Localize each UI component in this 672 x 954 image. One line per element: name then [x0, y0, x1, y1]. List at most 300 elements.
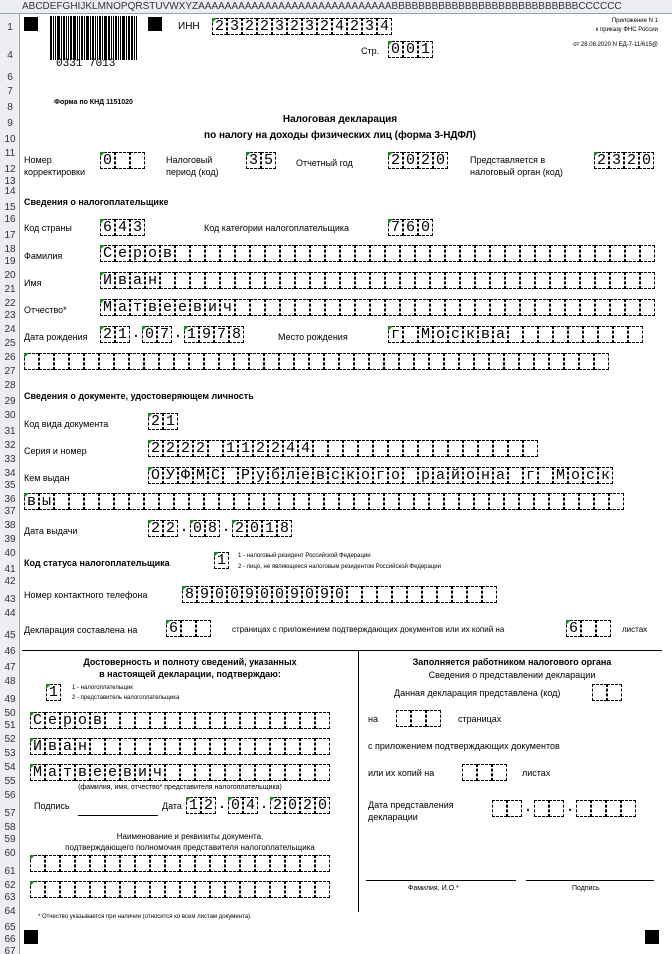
form-cell[interactable]: 2 — [287, 18, 302, 35]
form-cell[interactable] — [475, 272, 490, 289]
form-cell[interactable]: у — [253, 467, 268, 484]
year-cells[interactable] — [388, 152, 448, 169]
form-cell[interactable] — [594, 493, 609, 510]
form-cell[interactable]: 0 — [433, 152, 448, 169]
form-cell[interactable] — [120, 881, 135, 898]
form-cell[interactable]: 0 — [190, 520, 205, 537]
birthplace-cells[interactable] — [388, 326, 643, 343]
form-cell[interactable] — [120, 712, 135, 729]
form-cell[interactable] — [415, 245, 430, 262]
form-cell[interactable]: 9 — [199, 326, 214, 343]
form-cell[interactable] — [520, 272, 535, 289]
form-cell[interactable]: 0 — [228, 797, 243, 814]
form-cell[interactable] — [594, 353, 609, 370]
form-cell[interactable]: У — [163, 467, 178, 484]
form-cell[interactable] — [295, 299, 310, 316]
form-cell[interactable]: о — [75, 712, 90, 729]
form-cell[interactable]: 2 — [268, 440, 283, 457]
form-cell[interactable] — [370, 299, 385, 316]
form-cell[interactable] — [150, 738, 165, 755]
form-cell[interactable] — [310, 299, 325, 316]
form-cell[interactable] — [144, 493, 159, 510]
page-cells[interactable] — [388, 41, 433, 58]
form-cell[interactable]: в — [478, 326, 493, 343]
form-cell[interactable] — [208, 440, 223, 457]
form-cell[interactable] — [445, 272, 460, 289]
form-cell[interactable] — [90, 855, 105, 872]
form-cell[interactable] — [159, 493, 174, 510]
form-cell[interactable] — [355, 272, 370, 289]
form-cell[interactable] — [564, 493, 579, 510]
form-cell[interactable] — [279, 353, 294, 370]
form-cell[interactable] — [580, 299, 595, 316]
form-cell[interactable] — [384, 493, 399, 510]
form-cell[interactable] — [340, 299, 355, 316]
form-cell[interactable] — [235, 299, 250, 316]
form-cell[interactable] — [159, 353, 174, 370]
form-cell[interactable] — [315, 764, 330, 781]
form-cell[interactable] — [115, 152, 130, 169]
form-cell[interactable]: 0 — [639, 152, 654, 169]
form-cell[interactable]: 2 — [100, 326, 115, 343]
form-cell[interactable] — [270, 855, 285, 872]
form-cell[interactable] — [285, 712, 300, 729]
form-cell[interactable] — [388, 440, 403, 457]
surname-cells[interactable] — [100, 245, 655, 262]
form-cell[interactable] — [430, 299, 445, 316]
form-cell[interactable]: 0 — [302, 586, 317, 603]
form-cell[interactable]: 9 — [197, 586, 212, 603]
form-cell[interactable] — [625, 245, 640, 262]
form-cell[interactable]: 1 — [223, 440, 238, 457]
form-cell[interactable]: 2 — [242, 18, 257, 35]
form-cell[interactable] — [285, 738, 300, 755]
form-cell[interactable] — [549, 493, 564, 510]
form-cell[interactable] — [550, 245, 565, 262]
form-cell[interactable]: к — [598, 467, 613, 484]
form-cell[interactable] — [135, 881, 150, 898]
status-cells[interactable] — [214, 552, 229, 569]
form-cell[interactable] — [340, 245, 355, 262]
form-cell[interactable] — [400, 299, 415, 316]
form-cell[interactable] — [523, 326, 538, 343]
form-cell[interactable] — [452, 586, 467, 603]
form-cell[interactable] — [310, 272, 325, 289]
form-cell[interactable]: в — [24, 493, 39, 510]
form-cell[interactable]: 5 — [261, 152, 276, 169]
form-cell[interactable] — [407, 586, 422, 603]
form-cell[interactable] — [369, 353, 384, 370]
form-cell[interactable] — [489, 353, 504, 370]
form-cell[interactable]: 3 — [362, 18, 377, 35]
confirm-line3-cells[interactable] — [30, 764, 330, 781]
form-cell[interactable]: е — [105, 764, 120, 781]
form-cell[interactable] — [180, 855, 195, 872]
form-cell[interactable] — [315, 881, 330, 898]
form-cell[interactable] — [640, 299, 655, 316]
form-cell[interactable]: 3 — [227, 18, 242, 35]
form-cell[interactable]: о — [433, 326, 448, 343]
form-cell[interactable] — [75, 881, 90, 898]
form-cell[interactable]: в — [45, 738, 60, 755]
form-cell[interactable]: М — [418, 326, 433, 343]
form-cell[interactable]: 4 — [243, 797, 258, 814]
form-cell[interactable] — [205, 245, 220, 262]
form-cell[interactable]: о — [145, 245, 160, 262]
form-cell[interactable] — [210, 712, 225, 729]
form-cell[interactable] — [385, 299, 400, 316]
form-cell[interactable]: 2 — [317, 18, 332, 35]
form-cell[interactable] — [240, 738, 255, 755]
form-cell[interactable] — [475, 245, 490, 262]
form-cell[interactable]: 2 — [270, 797, 285, 814]
form-cell[interactable] — [250, 272, 265, 289]
form-cell[interactable]: С — [30, 712, 45, 729]
form-cell[interactable] — [175, 245, 190, 262]
form-cell[interactable] — [459, 493, 474, 510]
form-cell[interactable] — [120, 738, 135, 755]
form-cell[interactable]: с — [448, 326, 463, 343]
form-cell[interactable]: с — [328, 467, 343, 484]
form-cell[interactable]: 4 — [377, 18, 392, 35]
form-cell[interactable] — [114, 353, 129, 370]
official-date-cells[interactable]: . . — [492, 800, 636, 817]
form-cell[interactable]: 2 — [594, 152, 609, 169]
form-cell[interactable]: 2 — [624, 152, 639, 169]
country-cells[interactable] — [100, 219, 145, 236]
form-cell[interactable]: 0 — [212, 586, 227, 603]
form-cell[interactable] — [414, 353, 429, 370]
form-cell[interactable] — [240, 855, 255, 872]
form-cell[interactable] — [403, 326, 418, 343]
form-cell[interactable] — [489, 493, 504, 510]
form-cell[interactable] — [549, 353, 564, 370]
form-cell[interactable]: и — [205, 299, 220, 316]
form-cell[interactable]: 0 — [403, 152, 418, 169]
form-cell[interactable] — [285, 855, 300, 872]
form-cell[interactable] — [358, 440, 373, 457]
form-cell[interactable] — [325, 299, 340, 316]
form-cell[interactable] — [565, 245, 580, 262]
form-cell[interactable] — [150, 881, 165, 898]
form-cell[interactable]: 7 — [388, 219, 403, 236]
form-cell[interactable]: 9 — [287, 586, 302, 603]
form-cell[interactable]: 7 — [214, 326, 229, 343]
form-cell[interactable] — [324, 353, 339, 370]
form-cell[interactable]: а — [493, 326, 508, 343]
form-cell[interactable] — [90, 738, 105, 755]
form-cell[interactable] — [445, 245, 460, 262]
form-cell[interactable] — [640, 272, 655, 289]
form-cell[interactable]: Р — [238, 467, 253, 484]
form-cell[interactable] — [90, 881, 105, 898]
form-cell[interactable]: р — [130, 245, 145, 262]
form-cell[interactable] — [234, 493, 249, 510]
form-cell[interactable] — [240, 712, 255, 729]
form-cell[interactable] — [255, 738, 270, 755]
form-cell[interactable] — [519, 353, 534, 370]
patronymic-cells[interactable] — [100, 299, 655, 316]
form-cell[interactable] — [84, 353, 99, 370]
form-cell[interactable]: 2 — [212, 18, 227, 35]
form-cell[interactable]: г — [388, 326, 403, 343]
form-cell[interactable] — [264, 353, 279, 370]
form-cell[interactable] — [430, 272, 445, 289]
form-cell[interactable]: 2 — [148, 440, 163, 457]
form-cell[interactable]: с — [583, 467, 598, 484]
form-cell[interactable] — [534, 493, 549, 510]
form-cell[interactable]: 2 — [201, 797, 216, 814]
form-cell[interactable] — [508, 440, 523, 457]
form-cell[interactable]: 2 — [232, 520, 247, 537]
form-cell[interactable] — [255, 712, 270, 729]
form-cell[interactable] — [196, 620, 211, 637]
form-cell[interactable] — [535, 272, 550, 289]
form-cell[interactable] — [581, 620, 596, 637]
form-cell[interactable] — [160, 272, 175, 289]
form-cell[interactable] — [129, 353, 144, 370]
form-cell[interactable]: к — [343, 467, 358, 484]
form-cell[interactable] — [610, 245, 625, 262]
form-cell[interactable] — [414, 493, 429, 510]
form-cell[interactable]: 2 — [148, 413, 163, 430]
form-cell[interactable]: е — [175, 299, 190, 316]
form-cell[interactable]: 6 — [100, 219, 115, 236]
form-cell[interactable] — [174, 493, 189, 510]
form-cell[interactable] — [343, 440, 358, 457]
form-cell[interactable]: 4 — [115, 219, 130, 236]
form-cell[interactable] — [519, 493, 534, 510]
form-cell[interactable] — [69, 353, 84, 370]
form-cell[interactable] — [135, 712, 150, 729]
form-cell[interactable] — [300, 855, 315, 872]
form-cell[interactable]: н — [145, 272, 160, 289]
form-cell[interactable]: М — [30, 764, 45, 781]
form-cell[interactable]: е — [90, 764, 105, 781]
form-cell[interactable] — [39, 353, 54, 370]
form-cell[interactable] — [328, 440, 343, 457]
form-cell[interactable] — [195, 764, 210, 781]
form-cell[interactable]: 0 — [100, 152, 115, 169]
form-cell[interactable]: о — [388, 467, 403, 484]
form-cell[interactable]: й — [448, 467, 463, 484]
form-cell[interactable] — [437, 586, 452, 603]
form-cell[interactable] — [625, 299, 640, 316]
form-cell[interactable] — [309, 493, 324, 510]
form-cell[interactable] — [392, 586, 407, 603]
form-cell[interactable] — [75, 855, 90, 872]
form-cell[interactable]: е — [160, 299, 175, 316]
doc-line1-cells[interactable] — [30, 855, 330, 872]
form-cell[interactable] — [24, 353, 39, 370]
form-cell[interactable]: 0 — [418, 219, 433, 236]
form-cell[interactable] — [225, 881, 240, 898]
form-cell[interactable] — [490, 245, 505, 262]
form-cell[interactable] — [99, 493, 114, 510]
form-cell[interactable]: а — [493, 467, 508, 484]
form-cell[interactable] — [249, 493, 264, 510]
form-cell[interactable]: 8 — [277, 520, 292, 537]
form-cell[interactable]: в — [75, 764, 90, 781]
form-cell[interactable] — [369, 493, 384, 510]
form-cell[interactable] — [538, 467, 553, 484]
form-cell[interactable] — [448, 440, 463, 457]
form-cell[interactable] — [463, 440, 478, 457]
form-cell[interactable]: 7 — [157, 326, 172, 343]
form-cell[interactable] — [195, 881, 210, 898]
form-cell[interactable] — [550, 299, 565, 316]
form-cell[interactable]: ч — [220, 299, 235, 316]
form-cell[interactable]: 0 — [142, 326, 157, 343]
form-cell[interactable] — [583, 326, 598, 343]
form-cell[interactable] — [265, 245, 280, 262]
form-cell[interactable] — [610, 299, 625, 316]
form-cell[interactable] — [399, 493, 414, 510]
form-cell[interactable] — [130, 152, 145, 169]
official-code-cells[interactable] — [592, 684, 622, 701]
form-cell[interactable] — [195, 855, 210, 872]
issue-date-cells[interactable]: 2 2 . 0 8 . 2 0 1 8 — [148, 520, 292, 537]
form-cell[interactable] — [459, 353, 474, 370]
doc-type-cells[interactable] — [148, 413, 178, 430]
form-cell[interactable] — [505, 245, 520, 262]
form-cell[interactable] — [240, 881, 255, 898]
form-cell[interactable]: г — [373, 467, 388, 484]
form-cell[interactable]: 8 — [229, 326, 244, 343]
form-cell[interactable] — [60, 881, 75, 898]
form-cell[interactable] — [235, 245, 250, 262]
form-cell[interactable] — [210, 855, 225, 872]
form-cell[interactable] — [370, 272, 385, 289]
form-cell[interactable]: 6 — [166, 620, 181, 637]
birthdate-cells[interactable]: 2 1 . 0 7 . 1 9 7 8 — [100, 326, 244, 343]
form-cell[interactable] — [596, 620, 611, 637]
series-cells[interactable] — [148, 440, 538, 457]
form-cell[interactable] — [579, 353, 594, 370]
form-cell[interactable] — [403, 440, 418, 457]
form-cell[interactable] — [265, 272, 280, 289]
form-cell[interactable] — [535, 299, 550, 316]
form-cell[interactable] — [474, 493, 489, 510]
form-cell[interactable] — [313, 440, 328, 457]
form-cell[interactable] — [294, 493, 309, 510]
form-cell[interactable]: т — [130, 299, 145, 316]
form-cell[interactable]: 1 — [186, 797, 201, 814]
form-cell[interactable] — [165, 881, 180, 898]
form-cell[interactable] — [105, 855, 120, 872]
form-cell[interactable] — [493, 440, 508, 457]
form-cell[interactable] — [354, 353, 369, 370]
form-cell[interactable] — [235, 272, 250, 289]
form-cell[interactable] — [30, 855, 45, 872]
form-cell[interactable] — [324, 493, 339, 510]
form-cell[interactable] — [300, 712, 315, 729]
form-cell[interactable]: 2 — [300, 797, 315, 814]
form-cell[interactable] — [400, 245, 415, 262]
form-cell[interactable]: 4 — [298, 440, 313, 457]
form-cell[interactable] — [315, 712, 330, 729]
form-cell[interactable] — [595, 272, 610, 289]
form-cell[interactable] — [190, 272, 205, 289]
form-cell[interactable]: 0 — [227, 586, 242, 603]
form-cell[interactable]: 6 — [566, 620, 581, 637]
form-cell[interactable]: 3 — [130, 219, 145, 236]
form-cell[interactable]: 3 — [272, 18, 287, 35]
form-cell[interactable] — [285, 764, 300, 781]
form-cell[interactable]: в — [313, 467, 328, 484]
form-cell[interactable] — [400, 272, 415, 289]
form-cell[interactable]: 2 — [347, 18, 362, 35]
form-cell[interactable]: И — [30, 738, 45, 755]
form-cell[interactable] — [195, 712, 210, 729]
form-cell[interactable] — [255, 764, 270, 781]
form-cell[interactable]: а — [60, 738, 75, 755]
form-cell[interactable] — [54, 493, 69, 510]
form-cell[interactable] — [150, 712, 165, 729]
form-cell[interactable] — [190, 245, 205, 262]
form-cell[interactable] — [165, 738, 180, 755]
form-cell[interactable] — [640, 245, 655, 262]
category-cells[interactable] — [388, 219, 433, 236]
form-cell[interactable] — [315, 738, 330, 755]
form-cell[interactable] — [628, 326, 643, 343]
form-cell[interactable] — [595, 245, 610, 262]
form-cell[interactable]: 4 — [332, 18, 347, 35]
form-cell[interactable]: 2 — [193, 440, 208, 457]
doc-line2-cells[interactable] — [30, 881, 330, 898]
form-cell[interactable] — [205, 272, 220, 289]
form-cell[interactable]: г — [523, 467, 538, 484]
form-cell[interactable] — [210, 738, 225, 755]
form-cell[interactable] — [105, 738, 120, 755]
form-cell[interactable] — [315, 855, 330, 872]
correction-cells[interactable] — [100, 152, 145, 169]
form-cell[interactable]: 2 — [163, 440, 178, 457]
form-cell[interactable] — [180, 738, 195, 755]
form-cell[interactable] — [550, 272, 565, 289]
form-cell[interactable] — [520, 245, 535, 262]
form-cell[interactable]: 2 — [418, 152, 433, 169]
form-cell[interactable]: М — [193, 467, 208, 484]
form-cell[interactable]: и — [135, 764, 150, 781]
form-cell[interactable]: М — [553, 467, 568, 484]
name-cells[interactable] — [100, 272, 655, 289]
form-cell[interactable] — [210, 881, 225, 898]
form-cell[interactable] — [523, 440, 538, 457]
form-cell[interactable] — [99, 353, 114, 370]
form-cell[interactable] — [255, 881, 270, 898]
pages-cells[interactable] — [166, 620, 211, 637]
form-cell[interactable] — [220, 245, 235, 262]
form-cell[interactable] — [270, 764, 285, 781]
form-cell[interactable]: 1 — [238, 440, 253, 457]
form-cell[interactable] — [220, 272, 235, 289]
form-cell[interactable]: о — [568, 467, 583, 484]
form-cell[interactable] — [370, 245, 385, 262]
form-cell[interactable]: а — [45, 764, 60, 781]
form-cell[interactable] — [225, 855, 240, 872]
form-cell[interactable]: 2 — [163, 520, 178, 537]
form-cell[interactable]: 2 — [178, 440, 193, 457]
form-cell[interactable] — [625, 272, 640, 289]
form-cell[interactable] — [403, 467, 418, 484]
attach-cells[interactable] — [566, 620, 611, 637]
form-cell[interactable] — [538, 326, 553, 343]
form-cell[interactable] — [475, 299, 490, 316]
form-cell[interactable] — [105, 881, 120, 898]
form-cell[interactable] — [60, 855, 75, 872]
form-cell[interactable] — [534, 353, 549, 370]
